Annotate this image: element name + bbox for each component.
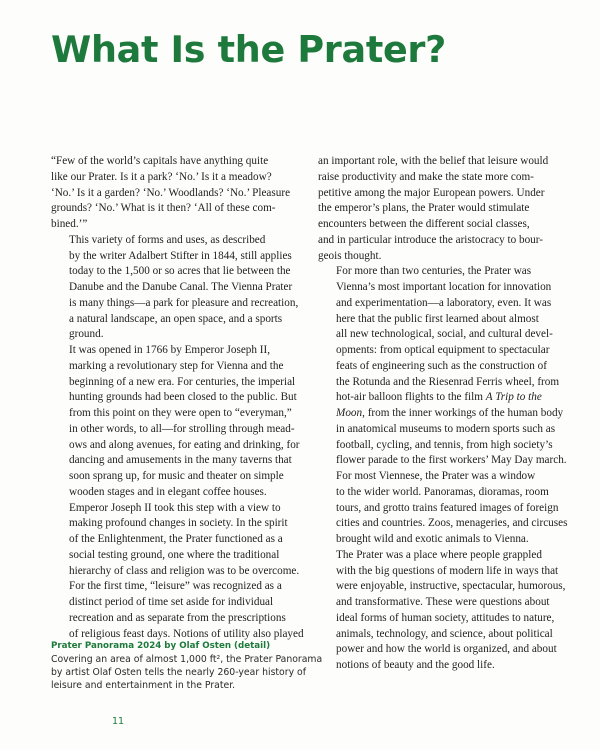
text-line: soon sprang up, for music and theater on simple bbox=[69, 470, 284, 482]
text-line: tours, and grotto trains featured images of foreign bbox=[336, 501, 559, 514]
text-line: ‘No.’ Is it a garden? ‘No.’ Woodlands? ‘No.’ Pleasure bbox=[51, 186, 291, 199]
text-line: Moon, from the inner workings of the human body bbox=[336, 407, 564, 419]
text-line: raise productivity and make the state more com- bbox=[318, 170, 534, 183]
text-line: animals, technology, and science, about political bbox=[336, 627, 553, 640]
left-text-column bbox=[51, 154, 304, 642]
text-line: were enjoyable, instructive, spectacular, humorous, bbox=[336, 580, 566, 593]
text-line: beginning of a new era. For centuries, the imperial bbox=[69, 375, 296, 388]
text-line: ows and along avenues, for eating and drinking, for bbox=[69, 438, 300, 451]
text-line: of religious feast days. Notions of utility also played bbox=[69, 627, 304, 640]
text-line: in other words, to all—for strolling through mead- bbox=[69, 422, 295, 435]
text-line: of the Enlightenment, the Prater functioned as a bbox=[69, 533, 283, 545]
caption-line: by artist Olaf Osten tells the nearly 260-year history of bbox=[51, 666, 306, 678]
paragraph bbox=[318, 154, 566, 264]
text-line: flower parade to the first workers’ May Day march. bbox=[336, 454, 567, 467]
text-line: For more than two centuries, the Prater was bbox=[336, 265, 532, 278]
text-line: from this point on they were open to “everyman,” bbox=[69, 407, 292, 419]
text-line: with the big questions of modern life in ways that bbox=[336, 564, 559, 577]
page-title: What Is the Prater? bbox=[51, 28, 446, 71]
text-line: here that the public first learned about almost bbox=[336, 312, 539, 325]
text-line: and experimentation—a laboratory, even. It was bbox=[336, 296, 552, 309]
text-line: For the first time, “leisure” was recognized as a bbox=[69, 580, 282, 593]
text-line: and transformative. These were questions about bbox=[336, 596, 550, 608]
text-line: grounds? ‘No.’ What is it then? ‘All of these com- bbox=[51, 202, 276, 215]
text-line: the Rotunda and the Riesenrad Ferris wheel, from bbox=[336, 375, 560, 388]
text-line: notions of beauty and the good life. bbox=[336, 659, 495, 671]
text-line: hierarchy of class and religion was to be overcome. bbox=[69, 564, 300, 577]
text-line: football, cycling, and tennis, from high society’s bbox=[336, 438, 553, 451]
text-line: Danube and the Danube Canal. The Vienna Prater bbox=[69, 281, 293, 293]
text-line: by the writer Adalbert Stifter in 1844, still applies bbox=[69, 249, 292, 262]
paragraph bbox=[51, 154, 301, 233]
text-line: hunting grounds had been closed to the public. But bbox=[69, 391, 297, 404]
text-line: like our Prater. Is it a park? ‘No.’ Is it a meadow? bbox=[51, 170, 272, 183]
text-line: bined.’” bbox=[51, 218, 88, 230]
text-line: social testing ground, one where the traditional bbox=[69, 548, 280, 561]
caption-title: Prater Panorama 2024 by Olaf Osten (detail) bbox=[51, 641, 271, 651]
text-line: It was opened in 1766 by Emperor Joseph II, bbox=[69, 344, 271, 356]
text-line: marking a revolutionary step for Vienna and the bbox=[69, 359, 284, 372]
right-text-column bbox=[318, 154, 566, 674]
text-line: is many things—a park for pleasure and recreation, bbox=[69, 296, 299, 309]
text-line: encounters between the different social classes, bbox=[318, 218, 530, 230]
text-line: wooden stages and in elegant coffee houses. bbox=[69, 485, 267, 498]
paragraph bbox=[318, 548, 566, 674]
paragraph bbox=[51, 343, 304, 642]
text-line: “Few of the world’s capitals have anything quite bbox=[51, 155, 269, 167]
text-line: a natural landscape, an open space, and a sports bbox=[69, 312, 283, 325]
caption-body bbox=[51, 654, 323, 692]
text-line: making profound changes in society. In the spirit bbox=[69, 517, 288, 530]
text-line: opments: from optical equipment to spectacular bbox=[336, 344, 550, 356]
text-line: brought wild and exotic animals to Vienna. bbox=[336, 533, 529, 545]
text-line: all new technological, social, and cultural devel- bbox=[336, 328, 553, 341]
text-line: ideal forms of human society, attitudes to nature, bbox=[336, 611, 555, 624]
text-line: to the wider world. Panoramas, dioramas, room bbox=[336, 485, 549, 498]
text-line: feats of engineering such as the construction of bbox=[336, 359, 547, 372]
text-line: This variety of forms and uses, as described bbox=[69, 233, 266, 246]
text-line: distinct period of time set aside for individual bbox=[69, 596, 274, 608]
text-line: Emperor Joseph II took this step with a view to bbox=[69, 501, 281, 514]
page-number: 11 bbox=[112, 716, 125, 727]
paragraph bbox=[318, 469, 566, 548]
text-line: in anatomical museums to modern sports such as bbox=[336, 422, 556, 435]
text-line: petitive among the major European powers. Under bbox=[318, 186, 545, 199]
text-line: cities and countries. Zoos, menageries, and circuses bbox=[336, 517, 568, 530]
text-line: the emperor’s plans, the Prater would stimulate bbox=[318, 202, 530, 215]
text-line: and in particular introduce the aristocracy to bour- bbox=[318, 233, 543, 246]
caption-line: Covering an area of almost 1,000 ft², the Prater Panorama bbox=[51, 654, 323, 665]
caption-line: leisure and entertainment in the Prater. bbox=[51, 679, 236, 691]
text-line: geois thought. bbox=[318, 249, 382, 262]
text-line: ground. bbox=[69, 328, 104, 341]
text-line: Vienna’s most important location for innovation bbox=[336, 281, 552, 293]
text-line: today to the 1,500 or so acres that lie between the bbox=[69, 265, 291, 278]
text-line: power and how the world is organized, and about bbox=[336, 643, 557, 656]
paragraph bbox=[51, 233, 301, 343]
text-line: hot-air balloon flights to the film A Trip to the bbox=[336, 391, 542, 404]
text-line: The Prater was a place where people grappled bbox=[336, 548, 542, 561]
text-line: For most Viennese, the Prater was a window bbox=[336, 470, 536, 482]
text-line: recreation and as separate from the prescriptions bbox=[69, 611, 286, 624]
text-line: dancing and amusements in the many taverns that bbox=[69, 454, 292, 467]
paragraph bbox=[318, 264, 566, 469]
text-line: an important role, with the belief that leisure would bbox=[318, 155, 549, 167]
image-caption bbox=[51, 640, 323, 692]
